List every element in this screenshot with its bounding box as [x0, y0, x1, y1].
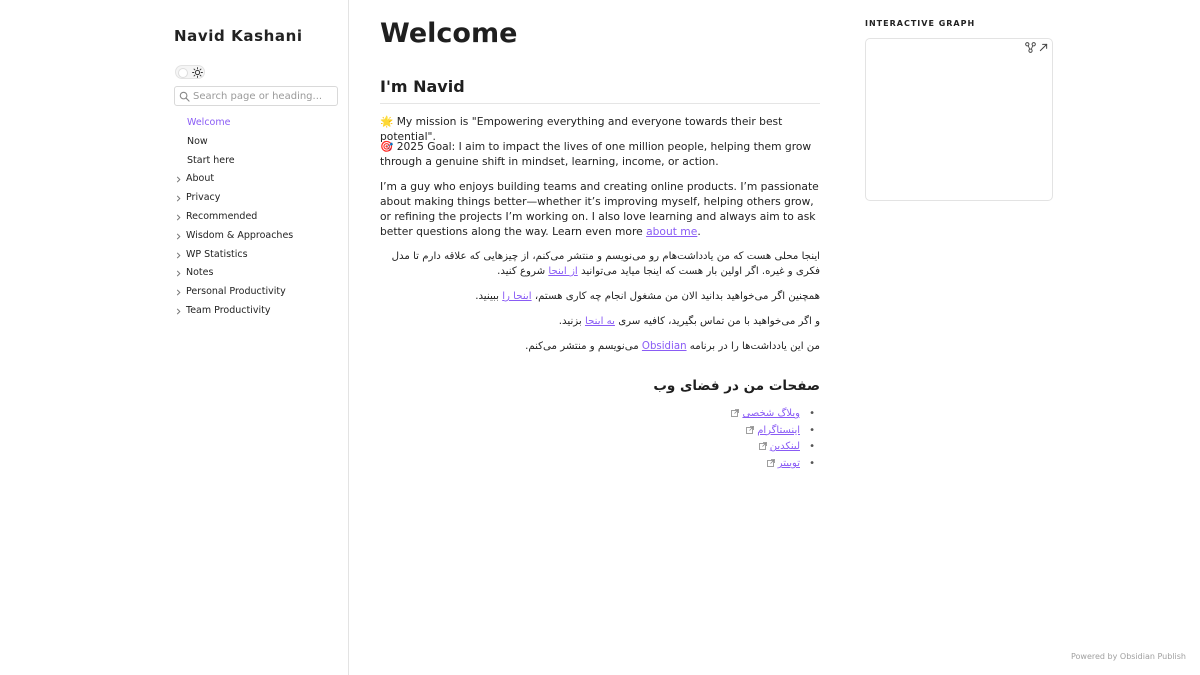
- fa3-text: و اگر می‌خواهید با من تماس بگیرید، کافیه سری: [614, 316, 820, 327]
- nav-item-start-here[interactable]: Start here: [187, 154, 235, 166]
- goal-paragraph: 🎯 2025 Goal: I aim to impact the lives of one million people, helping them grow through a genuine shift in mindset, learning, income, or action.: [380, 140, 812, 168]
- external-link-icon: [746, 426, 754, 434]
- fa1-end: شروع کنید.: [497, 266, 549, 277]
- start-here-link[interactable]: از اینجا: [548, 266, 578, 277]
- chevron-right-icon: [175, 233, 182, 240]
- blog-link[interactable]: وبلاگ شخصی: [742, 408, 800, 419]
- chevron-right-icon: [175, 176, 182, 183]
- chevron-right-icon: [175, 308, 182, 315]
- mission-paragraph: 🌟 My mission is "Empowering everything and everyone towards their best potential".: [380, 115, 783, 143]
- linkedin-link[interactable]: لینکدین: [769, 441, 800, 453]
- web-pages-heading: صفحات من در فضای وب: [653, 378, 820, 394]
- nav-folder-recommended[interactable]: [174, 208, 344, 227]
- nav-folder-label: WP Statistics: [186, 248, 248, 260]
- nav-item-now[interactable]: Now: [187, 135, 208, 147]
- chevron-right-icon: [175, 214, 182, 221]
- obsidian-paragraph-fa: [380, 339, 820, 354]
- toggle-knob: [178, 68, 188, 78]
- twitter-link[interactable]: توییتر: [777, 458, 800, 470]
- fa2-text: همچنین اگر می‌خواهید بدانید الان من مشغول انجام چه کاری هستم،: [531, 291, 820, 302]
- now-link[interactable]: اینجا را: [502, 291, 532, 302]
- nav-folder-wisdom-approaches[interactable]: [174, 227, 344, 246]
- sun-icon: [192, 67, 203, 78]
- nav-folder-wp-statistics[interactable]: [174, 246, 344, 265]
- nav-folder-label: Team Productivity: [186, 304, 271, 316]
- chevron-right-icon: [175, 289, 182, 296]
- nav-folder-label: About: [186, 173, 215, 185]
- fa3-end: بزنید.: [558, 316, 585, 327]
- list-item: [380, 439, 820, 456]
- list-item: [380, 456, 820, 473]
- graph-view[interactable]: [865, 38, 1053, 201]
- nav-folder-personal-productivity[interactable]: [174, 283, 344, 302]
- nav-folder-label: Wisdom & Approaches: [186, 229, 294, 241]
- external-links-list: [380, 406, 820, 473]
- fa4-end: می‌نویسم و منتشر می‌کنم.: [525, 341, 642, 352]
- nav-folder-label: Personal Productivity: [186, 286, 286, 298]
- chevron-right-icon: [175, 270, 182, 277]
- nav-item-welcome[interactable]: Welcome: [187, 117, 231, 128]
- contact-paragraph-fa: [380, 314, 820, 329]
- intro-paragraph-fa: [380, 249, 820, 279]
- search-input[interactable]: [193, 88, 333, 104]
- about-text: I’m a guy who enjoys building teams and creating online products. I’m passionate about making things better—whether it’s improving myself, helping others grow, or refining the projects I’m working on. I also love learning and always aim to ask better questions along the way. Learn even more: [380, 180, 819, 238]
- graph-title: INTERACTIVE GRAPH: [865, 19, 976, 28]
- contact-link[interactable]: به اینجا: [584, 316, 615, 327]
- nav-folder-label: Notes: [186, 267, 214, 279]
- about-paragraph: [380, 179, 820, 239]
- nav-tree: [174, 114, 344, 321]
- powered-by-footer[interactable]: Powered by Obsidian Publish: [1070, 652, 1186, 661]
- external-link-icon: [731, 409, 739, 417]
- instagram-link[interactable]: اینستاگرام: [757, 424, 800, 436]
- search-box[interactable]: [174, 86, 338, 106]
- graph-icon[interactable]: [1025, 42, 1036, 53]
- site-name[interactable]: Navid Kashani: [174, 27, 303, 45]
- chevron-right-icon: [175, 195, 182, 202]
- expand-icon[interactable]: [1039, 43, 1048, 52]
- search-icon: [179, 91, 190, 102]
- about-me-link[interactable]: about me: [646, 225, 698, 238]
- list-item: [380, 406, 820, 423]
- fa2-end: ببینید.: [475, 291, 503, 302]
- chevron-right-icon: [175, 252, 182, 259]
- nav-folder-privacy[interactable]: [174, 189, 344, 208]
- obsidian-link[interactable]: Obsidian: [641, 341, 687, 352]
- theme-toggle[interactable]: [175, 65, 205, 79]
- list-item: [380, 423, 820, 440]
- page-title: Welcome: [380, 18, 518, 49]
- external-link-icon: [767, 459, 775, 467]
- fa4-text: من این یادداشت‌ها را در برنامه: [686, 341, 820, 352]
- sidebar: [0, 0, 349, 675]
- nav-folder-team-productivity[interactable]: [174, 302, 344, 321]
- nav-folder-notes[interactable]: [174, 264, 344, 283]
- nav-folder-label: Privacy: [186, 192, 221, 204]
- now-paragraph-fa: [380, 289, 820, 304]
- about-end: .: [697, 225, 701, 238]
- external-link-icon: [759, 442, 767, 450]
- nav-folder-about[interactable]: [174, 170, 344, 189]
- section-heading: I'm Navid: [380, 77, 820, 104]
- nav-folder-label: Recommended: [186, 210, 258, 222]
- fa1-text: اینجا محلی هست که من یادداشت‌هام رو می‌نویسم و منتشر می‌کنم، از چیزهایی که علاقه دارم تا مدل فکری و غیره. اگر اولین بار هست که اینجا میاید می‌توانید: [391, 251, 820, 277]
